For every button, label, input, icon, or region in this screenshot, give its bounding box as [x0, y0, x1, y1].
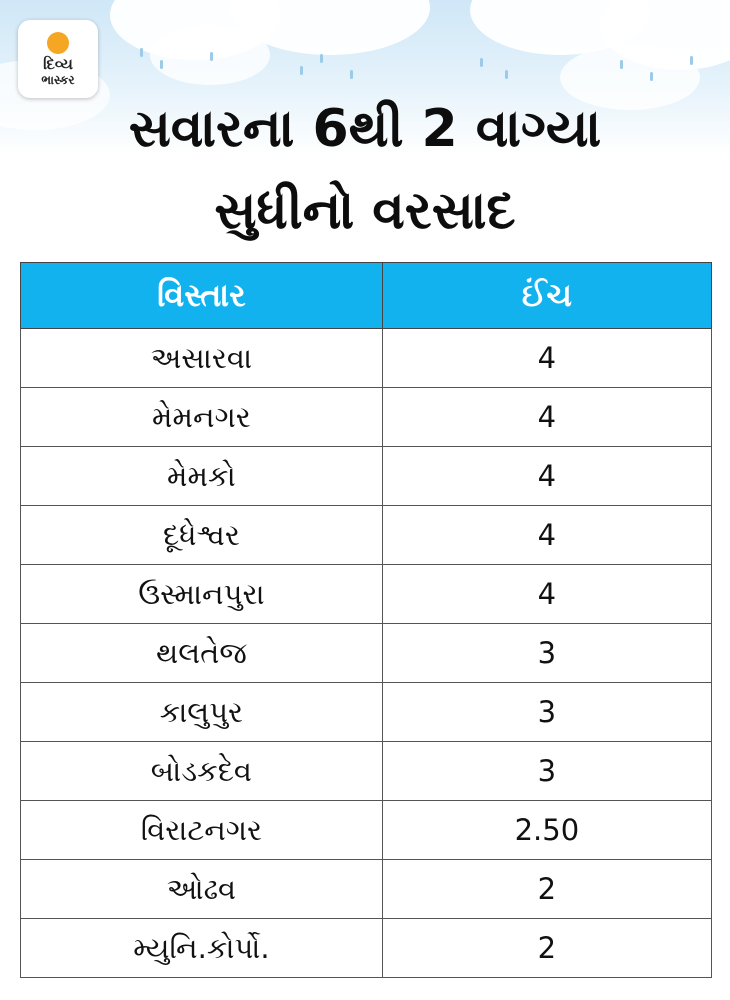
table-row	[21, 565, 712, 624]
inch-cell: 2	[382, 860, 711, 919]
inch-cell: 4	[382, 447, 711, 506]
area-cell: દૂધેશ્વર	[21, 506, 383, 565]
table-row	[21, 506, 712, 565]
header-inch: ઈંચ	[382, 263, 711, 329]
area-cell: મેમનગર	[21, 388, 383, 447]
table-row	[21, 447, 712, 506]
inch-cell: 3	[382, 742, 711, 801]
table-row	[21, 388, 712, 447]
area-cell: ઓઢવ	[21, 860, 383, 919]
headline-line1: સવારના 6થી 2 વાગ્યા	[128, 99, 602, 159]
inch-cell: 4	[382, 329, 711, 388]
area-cell: મ્યુનિ.કોર્પો.	[21, 919, 383, 978]
table-row	[21, 860, 712, 919]
inch-cell: 2.50	[382, 801, 711, 860]
sun-icon	[47, 32, 69, 54]
inch-cell: 2	[382, 919, 711, 978]
logo-text-line1: દિવ્ય	[43, 54, 73, 73]
rainfall-table	[20, 262, 712, 978]
area-cell: મેમકો	[21, 447, 383, 506]
area-cell: ઉસ્માનપુરા	[21, 565, 383, 624]
area-cell: થલતેજ	[21, 624, 383, 683]
inch-cell: 4	[382, 388, 711, 447]
header-area: વિસ્તાર	[21, 263, 383, 329]
area-cell: અસારવા	[21, 329, 383, 388]
headline	[0, 88, 730, 252]
area-cell: વિરાટનગર	[21, 801, 383, 860]
logo-text-line2: ભાસ્કર	[41, 72, 75, 87]
table-row	[21, 742, 712, 801]
table-row	[21, 801, 712, 860]
area-cell: બોડકદેવ	[21, 742, 383, 801]
inch-cell: 4	[382, 506, 711, 565]
table-row	[21, 329, 712, 388]
inch-cell: 3	[382, 624, 711, 683]
table-header-row	[21, 263, 712, 329]
inch-cell: 3	[382, 683, 711, 742]
headline-line2: સુધીનો વરસાદ	[214, 181, 516, 241]
table-row	[21, 624, 712, 683]
area-cell: કાલુપુર	[21, 683, 383, 742]
divya-bhaskar-logo	[18, 20, 98, 98]
inch-cell: 4	[382, 565, 711, 624]
table-row	[21, 683, 712, 742]
table-row	[21, 919, 712, 978]
